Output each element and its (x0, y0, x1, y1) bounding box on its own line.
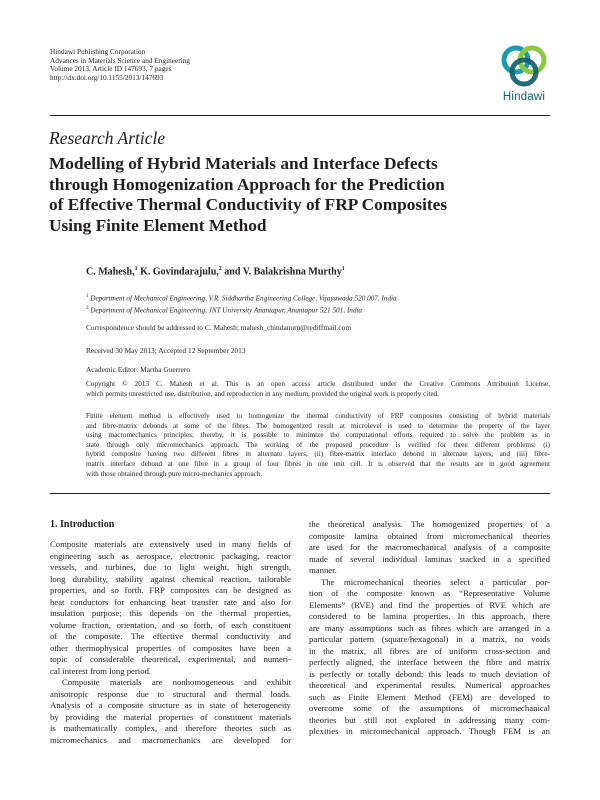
body-line: overcome some of the assumptions of micromechanical (309, 703, 550, 713)
body-line: manner. (309, 565, 337, 575)
author-affil-mark: 1 (134, 266, 138, 272)
body-line: by providing the material properties of constituent materials (50, 711, 291, 722)
body-line: topic of considerable theoretical, experimental, and numeri- (50, 654, 291, 664)
section-heading: 1. Introduction (50, 519, 115, 530)
body-line: the theoretical analysis. The homogenized properties of a (309, 519, 550, 529)
left-column (50, 519, 291, 746)
volume-info: Volume 2013, Article ID 147693, 7 pages (50, 64, 172, 74)
author-list (86, 266, 345, 277)
body-line: theories but still not explored in addressing many com- (309, 714, 550, 725)
affiliation-1 (86, 294, 397, 302)
body-line: perfectly aligned, the interface between the fibre and matrix (309, 657, 550, 667)
body-line: plexities in micromechanical approach. Though FEM is an (309, 726, 550, 736)
copyright-line: which permits unrestricted use, distribution, and reproduction in any medium, provided the original work is properly cited. (86, 389, 439, 398)
body-line: made of several individual laminas stacked in a specified (309, 553, 550, 564)
body-line: volume fraction, orientation, and so forth, of each constituent (50, 619, 291, 630)
logo-wordmark: Hindawi (502, 91, 546, 103)
body-line: long durability, stability against chemical reaction, tailorable (50, 573, 291, 584)
abstract-line: using macromechanics principles; thereby, it is possible to minimize the computational efforts required to solve the problem as in (86, 431, 550, 440)
body-line: heat conductors for enhancing heat transfer rate and also for (50, 596, 291, 607)
body-line: is mathematically complex, and therefore theories such as (50, 723, 291, 733)
body-line: theoretical and experimental results. Numerical approaches (309, 680, 550, 690)
header-rule (50, 115, 550, 116)
correspondence: Correspondence should be addressed to C. Mahesh; mahesh_chindanuru@rediffmail.com (86, 323, 352, 332)
body-line: particular pattern (square/hexagonal) in a matrix, no voids (309, 634, 550, 644)
abstract-rule (50, 493, 550, 494)
title-line: of Effective Thermal Conductivity of FRP Composites (49, 195, 448, 215)
body-line: are many assumptions such as fibres which are arranged in a (309, 622, 550, 633)
title-line: Using Finite Element Method (49, 215, 267, 235)
copyright-line: Copyright © 2013 C. Mahesh et al. This is an open access article distributed under the Creative Commons Attribution License, (86, 380, 550, 388)
abstract-line: hybrid composite having two different fibres in alternate layers, (ii) fibre-matrix interface debond in alternate layers, and (iii) fibre- (86, 450, 550, 459)
body-line: engineering such as aerospace, electronic packaging, reactor (50, 550, 291, 561)
body-line: anisotropic response due to structural and thermal loads. (50, 688, 291, 699)
body-line: properties, and so forth. FRP composites can be designed as (50, 585, 291, 595)
author-affil-mark: 2 (218, 266, 222, 272)
right-column (309, 519, 550, 738)
publication-info (50, 48, 190, 82)
title-line: through Homogenization Approach for the Prediction (49, 174, 445, 194)
hindawi-logo (496, 40, 552, 110)
affil-text: Department of Mechanical Engineering, JNT University Anantapur, Anantapur 521 501, India (88, 306, 362, 315)
body-line: tion of the composite known as “Representative Volume (309, 588, 550, 598)
body-line: such as Finite Element Method (FEM) are developed to (309, 691, 550, 702)
abstract-line: state through only micromechanics approach. The working of the proposed procedure is verified for three different problems: (i) (86, 440, 550, 449)
body-line: composite lamina obtained from micromechanical theories (309, 530, 550, 541)
body-line: vessels, and turbines, due to light weight, high strength, (50, 562, 291, 572)
body-line: Elements” (RVE) and find the properties of RVE which are (309, 599, 550, 610)
affil-mark: 2 (86, 306, 89, 311)
journal-name: Advances in Materials Science and Engineering (50, 55, 191, 65)
body-line: other thermophysical properties of composites have been a (50, 642, 291, 653)
affiliation-2 (86, 306, 362, 314)
author-affil-mark: 1 (341, 266, 345, 272)
title-line: Modelling of Hybrid Materials and Interface Defects (49, 154, 438, 173)
abstract-line: and fibre-matrix debonds at some of the fibres. The homogenized result at microlevel is used to determine the property of the layer (86, 421, 550, 430)
affil-text: Department of Mechanical Engineering, V.R. Siddhartha Engineering College, Vijayawada 520 007, India (88, 294, 397, 303)
article-type: Research Article (49, 128, 166, 148)
body-line: in the matrix, all fibres are of uniform cross-section and (309, 645, 550, 656)
author-name: K. Govindarajulu, (137, 266, 219, 278)
body-line: micromechanics and macromechanics are developed for (50, 734, 291, 745)
body-line: considered to be lamina properties. In this approach, there (309, 611, 550, 621)
abstract-line: with those obtained through pure micro-mechanics approach. (86, 469, 263, 478)
body-line: are used for the macromechanical analysis of a composite (309, 542, 550, 552)
abstract-line: Finite element method is effectively used to homogenize the thermal conductivity of FRP composites consisting of hybrid materials (86, 412, 550, 420)
body-line: insulation purpose; this depends on the thermal properties, (50, 608, 291, 618)
author-name: and V. Balakrishna Murthy (221, 266, 342, 278)
body-line: of the composite. The effective thermal conductivity and (50, 631, 291, 641)
hindawi-logo-icon (496, 40, 552, 90)
publisher-name: Hindawi Publishing Corporation (50, 47, 146, 56)
body-line: The micromechanical theories select a particular por- (321, 576, 550, 587)
abstract (86, 412, 550, 479)
author-name: C. Mahesh, (86, 266, 135, 278)
body-line: is perfectly or totally debond; this leads to much deviation of (309, 668, 550, 679)
body-line: cal interest from long period. (50, 665, 152, 676)
body-line: Analysis of a composite structure as in state of heterogeneity (50, 700, 291, 710)
body-line: Composite materials are extensively used in many fields of (50, 539, 291, 549)
doi-link[interactable]: http://dx.doi.org/10.1155/2013/147693 (50, 72, 164, 82)
body-line: Composite materials are nonhomogeneous and exhibit (62, 677, 291, 687)
received-dates: Received 30 May 2013; Accepted 12 September 2013 (86, 346, 246, 355)
copyright-notice (86, 380, 550, 399)
affil-mark: 1 (86, 294, 89, 299)
abstract-line: matrix interface debond at one fibre in a group of four fibres in one unit cell. It is observed that the results are in good agreement (86, 459, 550, 468)
article-title (49, 154, 499, 236)
academic-editor: Academic Editor: Martha Guerrero (86, 365, 191, 374)
